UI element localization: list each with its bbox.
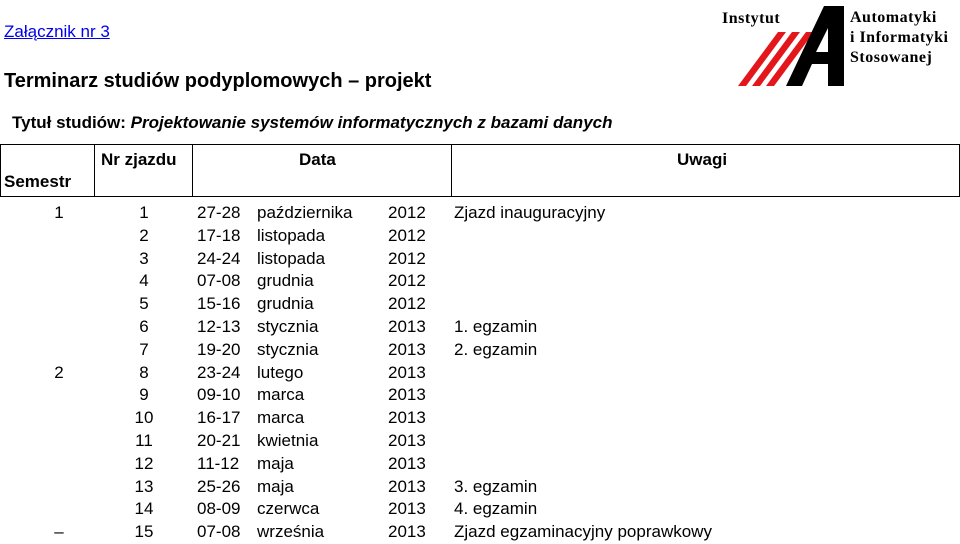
table-row (0, 453, 960, 476)
note-cell: 2. egzamin (454, 339, 538, 359)
month-cell: marca (257, 408, 305, 428)
table-row (0, 202, 960, 225)
year-cell: 2013 (388, 316, 426, 336)
year-cell: 2012 (388, 203, 426, 222)
session-number-cell: 12 (134, 453, 154, 473)
days-cell: 07-08 (197, 522, 241, 542)
month-cell: kwietnia (257, 430, 319, 450)
year-cell: 2013 (388, 430, 426, 450)
days-cell: 27-28 (197, 203, 241, 222)
table-row (0, 248, 960, 271)
session-number-cell: 1 (139, 203, 149, 222)
month-cell: października (257, 203, 353, 222)
schedule-table-body (0, 202, 960, 544)
session-number-cell: 13 (134, 476, 154, 496)
note-cell: Zjazd inauguracyjny (454, 203, 606, 222)
year-cell: 2013 (388, 362, 426, 382)
year-cell: 2012 (388, 225, 426, 245)
logo-line-2: i Informatyki (850, 29, 949, 46)
institute-logo (716, 2, 960, 88)
month-cell: maja (257, 476, 294, 496)
month-cell: stycznia (257, 316, 319, 336)
year-cell: 2012 (388, 271, 426, 291)
course-title (12, 113, 612, 133)
session-number-cell: 6 (139, 316, 149, 336)
days-cell: 23-24 (197, 362, 241, 382)
month-cell: września (257, 522, 325, 542)
days-cell: 19-20 (197, 339, 241, 359)
session-number-cell: 7 (139, 339, 149, 359)
days-cell: 25-26 (197, 476, 241, 496)
header-nr-zjazdu: Nr zjazdu (101, 150, 177, 169)
days-cell: 24-24 (197, 248, 241, 268)
days-cell: 12-13 (197, 316, 241, 336)
table-row (0, 362, 960, 385)
session-number-cell: 15 (134, 522, 154, 542)
session-number-cell: 10 (134, 408, 154, 428)
year-cell: 2013 (388, 476, 426, 496)
table-header (0, 144, 960, 198)
table-row (0, 407, 960, 430)
header-uwagi: Uwagi (677, 150, 728, 169)
days-cell: 09-10 (197, 385, 241, 405)
year-cell: 2013 (388, 339, 426, 359)
session-number-cell: 11 (135, 430, 153, 450)
month-cell: grudnia (257, 271, 314, 291)
table-row (0, 225, 960, 248)
year-cell: 2013 (388, 453, 426, 473)
table-row (0, 339, 960, 362)
logo-text (850, 8, 949, 68)
session-number-cell: 9 (139, 385, 149, 405)
table-row (0, 293, 960, 316)
session-number-cell: 4 (139, 271, 149, 291)
year-cell: 2013 (388, 499, 426, 519)
session-number-cell: 14 (134, 499, 154, 519)
year-cell: 2012 (388, 294, 426, 314)
course-title-name: Projektowanie systemów informatycznych z bazami danych (130, 113, 613, 132)
table-row (0, 384, 960, 407)
days-cell: 08-09 (197, 499, 241, 519)
year-cell: 2013 (388, 385, 426, 405)
logo-word-instytut: Instytut (722, 10, 781, 27)
semester-cell: 2 (54, 362, 64, 382)
semester-cell: – (54, 522, 64, 542)
session-number-cell: 3 (139, 248, 149, 268)
month-cell: lutego (257, 362, 304, 382)
days-cell: 20-21 (197, 430, 241, 450)
month-cell: stycznia (257, 339, 319, 359)
month-cell: maja (257, 453, 294, 473)
table-row (0, 476, 960, 499)
session-number-cell: 8 (139, 362, 149, 382)
year-cell: 2013 (388, 522, 426, 542)
logo-line-3: Stosowanej (850, 49, 933, 66)
note-cell: Zjazd egzaminacyjny poprawkowy (454, 522, 712, 542)
days-cell: 17-18 (197, 225, 241, 245)
note-cell: 1. egzamin (454, 316, 538, 336)
logo-line-1: Automatyki (850, 9, 937, 26)
month-cell: marca (257, 385, 305, 405)
days-cell: 16-17 (197, 408, 241, 428)
table-row (0, 270, 960, 293)
table-row (0, 521, 960, 544)
attachment-link[interactable]: Załącznik nr 3 (4, 22, 110, 41)
table-row (0, 430, 960, 453)
note-cell: 3. egzamin (454, 476, 538, 496)
page-title: Terminarz studiów podyplomowych – projekt (4, 70, 432, 92)
session-number-cell: 5 (139, 294, 149, 314)
header-data: Data (299, 150, 336, 169)
month-cell: czerwca (257, 499, 320, 519)
month-cell: grudnia (257, 294, 314, 314)
days-cell: 11-12 (197, 453, 240, 473)
month-cell: listopada (257, 248, 326, 268)
table-row (0, 316, 960, 339)
note-cell: 4. egzamin (454, 499, 538, 519)
year-cell: 2012 (388, 248, 426, 268)
semester-cell: 1 (54, 203, 64, 222)
month-cell: listopada (257, 225, 326, 245)
table-row (0, 498, 960, 521)
days-cell: 15-16 (197, 294, 241, 314)
session-number-cell: 2 (139, 225, 149, 245)
days-cell: 07-08 (197, 271, 241, 291)
year-cell: 2013 (388, 408, 426, 428)
header-semestr: Semestr (4, 172, 72, 191)
course-title-prefix: Tytuł studiów: (12, 113, 131, 132)
